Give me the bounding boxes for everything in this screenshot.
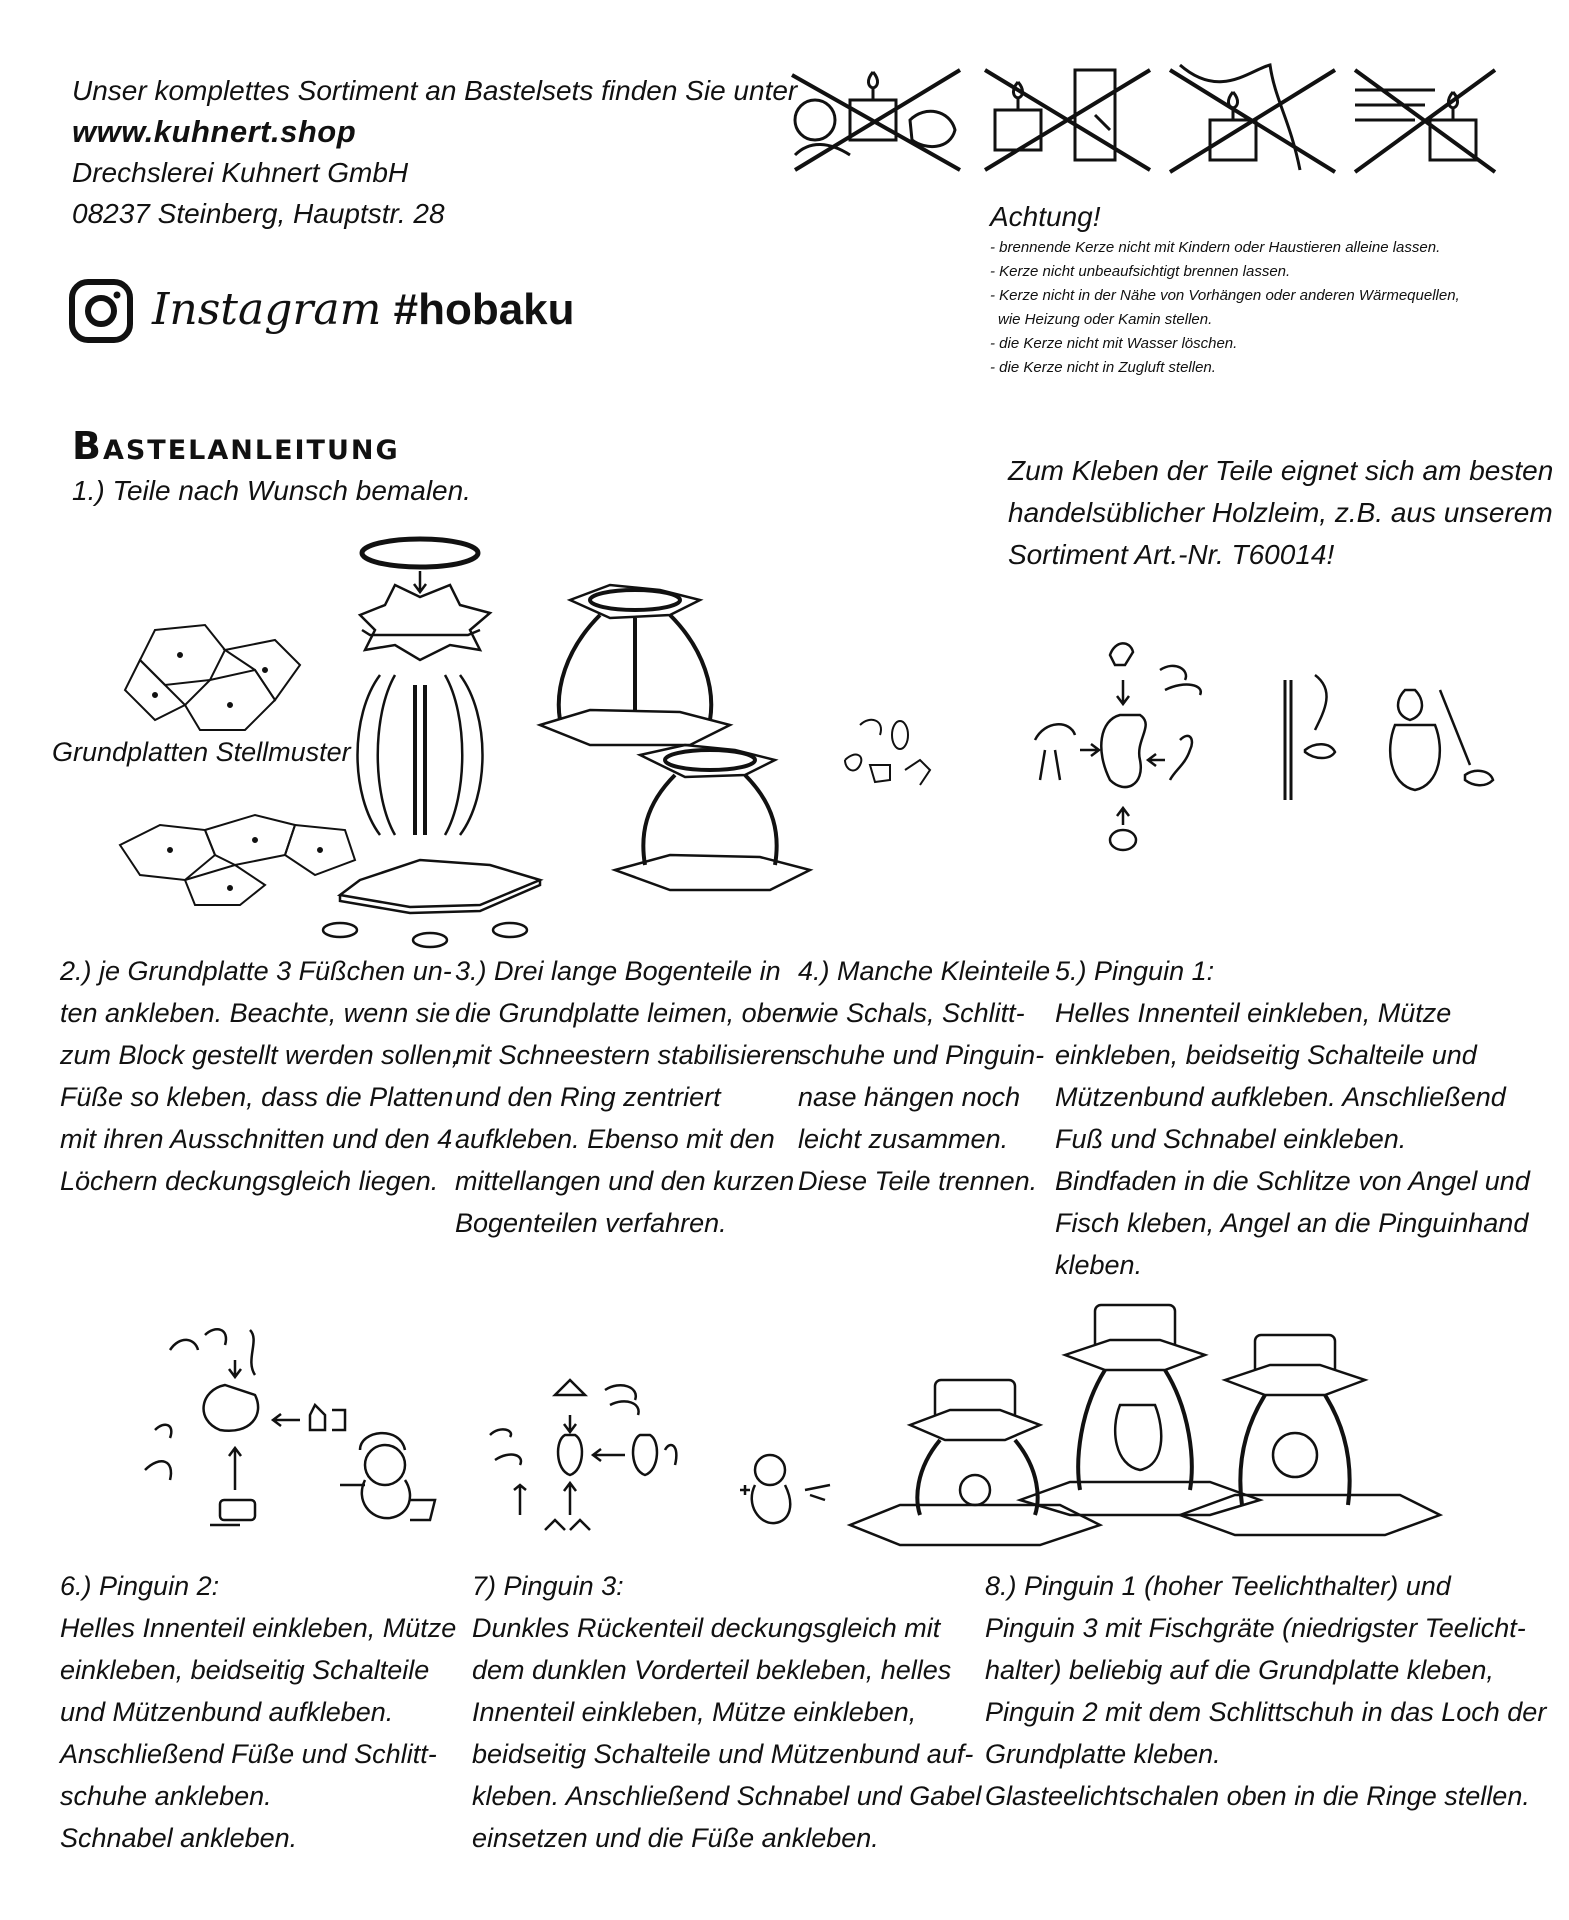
shop-link[interactable]: www.kuhnert.shop: [72, 114, 357, 149]
step-7-line: Dunkles Rückenteil deckungsgleich mit: [472, 1613, 941, 1643]
glue-note-line: handelsüblicher Holzleim, z.B. aus unserem: [1008, 497, 1553, 528]
company-address: 08237 Steinberg, Hauptstr. 28: [72, 198, 445, 229]
assembled-holders-illustration: [510, 580, 830, 910]
step-4-line: 4.) Manche Kleinteile: [798, 956, 1051, 986]
warning-item: - die Kerze nicht mit Wasser löschen.: [990, 335, 1238, 352]
penguin-1-exploded-illustration: [1015, 640, 1245, 870]
step-7-line: Innenteil einkleben, Mütze einkleben,: [472, 1697, 917, 1727]
glue-note: [1008, 450, 1553, 576]
step-3-line: mit Schneestern stabilisieren: [455, 1040, 801, 1070]
step-6-line: 6.) Pinguin 2:: [60, 1571, 220, 1601]
step-2-line: 2.) je Grundplatte 3 Füßchen un-: [60, 956, 452, 986]
warning-item: - brennende Kerze nicht mit Kindern oder Haustieren alleine lassen.: [990, 239, 1441, 256]
step-5-line: Mützenbund aufkleben. Anschließend: [1055, 1082, 1506, 1112]
step-6-line: einkleben, beidseitig Schalteile: [60, 1655, 430, 1685]
step-3-line: aufkleben. Ebenso mit den: [455, 1124, 775, 1154]
medium-holder-penguin-2: [1180, 1335, 1440, 1535]
step-4-line: nase hängen noch: [798, 1082, 1021, 1112]
step-7-line: kleben. Anschließend Schnabel und Gabel: [472, 1781, 982, 1811]
step-3-line: die Grundplatte leimen, oben: [455, 998, 802, 1028]
no-curtain-icon: [1170, 65, 1335, 172]
instagram-word: Instagram: [152, 284, 382, 335]
tall-holder-penguin-1: [1020, 1305, 1260, 1515]
warning-item: - die Kerze nicht in Zugluft stellen.: [990, 359, 1216, 376]
step-8-line: Pinguin 3 mit Fischgräte (niedrigster Teelicht-: [985, 1613, 1526, 1643]
penguin-2-finished-illustration: [335, 1420, 445, 1530]
step-6-text: [60, 1565, 456, 1859]
warning-item: wie Heizung oder Kamin stellen.: [998, 311, 1213, 328]
step-6-line: Anschließend Füße und Schlitt-: [60, 1739, 437, 1769]
instagram-icon: [68, 278, 134, 344]
header-contact: [72, 70, 797, 234]
step-8-line: 8.) Pinguin 1 (hoher Teelichthalter) und: [985, 1571, 1451, 1601]
warning-box: [990, 200, 1460, 380]
step-2-line: zum Block gestellt werden sollen,: [60, 1040, 460, 1070]
no-children-pets-icon: [792, 70, 960, 170]
fishing-penguin-illustration: [1265, 670, 1505, 810]
intro-text: Unser komplettes Sortiment an Bastelsets finden Sie unter: [72, 75, 798, 106]
step-4-line: Diese Teile trennen.: [798, 1166, 1038, 1196]
step-4-line: leicht zusammen.: [798, 1124, 1009, 1154]
step-5-line: Fisch kleben, Angel an die Pinguinhand: [1055, 1208, 1529, 1238]
step-8-line: halter) beliebig auf die Grundplatte kleben,: [985, 1655, 1494, 1685]
small-parts-illustration: [840, 710, 940, 800]
no-unattended-icon: [985, 70, 1150, 170]
step-5-line: kleben.: [1055, 1250, 1143, 1280]
warning-list: [990, 236, 1460, 380]
glue-note-line: Zum Kleben der Teile eignet sich am besten: [1008, 455, 1554, 486]
step-7-line: einsetzen und die Füße ankleben.: [472, 1823, 879, 1853]
step-5-line: einkleben, beidseitig Schalteile und: [1055, 1040, 1477, 1070]
step-8-line: Pinguin 2 mit dem Schlittschuh in das Loch der: [985, 1697, 1547, 1727]
medium-holder: [615, 745, 810, 890]
step-3-line: 3.) Drei lange Bogenteile in: [455, 956, 781, 986]
warning-item: - Kerze nicht in der Nähe von Vorhängen oder anderen Wärmequellen,: [990, 287, 1460, 304]
step-3-line: Bogenteilen verfahren.: [455, 1208, 727, 1238]
step-8-line: Glasteelichtschalen oben in die Ringe stellen.: [985, 1781, 1530, 1811]
step-4-line: schuhe und Pinguin-: [798, 1040, 1045, 1070]
instagram-label: [152, 284, 575, 335]
step-3-line: und den Ring zentriert: [455, 1082, 721, 1112]
step-5-text: [1055, 950, 1530, 1286]
step-6-line: Schnabel ankleben.: [60, 1823, 298, 1853]
instagram-hashtag: #hobaku: [393, 285, 575, 334]
step-8-text: [985, 1565, 1546, 1817]
step-5-line: Bindfaden in die Schlitze von Angel und: [1055, 1166, 1530, 1196]
step-3-line: mittellangen und den kurzen: [455, 1166, 795, 1196]
step-8-line: Grundplatte kleben.: [985, 1739, 1221, 1769]
step-2-line: ten ankleben. Beachte, wenn sie: [60, 998, 451, 1028]
penguin-3-finished-illustration: [735, 1445, 835, 1530]
step-7-text: [472, 1565, 981, 1859]
step-7-line: 7) Pinguin 3:: [472, 1571, 624, 1601]
warning-pictograms: [780, 60, 1500, 185]
warning-title: Achtung!: [990, 201, 1101, 232]
step-5-line: Fuß und Schnabel einkleben.: [1055, 1124, 1407, 1154]
no-draught-icon: [1355, 70, 1495, 172]
step-7-line: beidseitig Schalteile und Mützenbund auf-: [472, 1739, 974, 1769]
step-5-line: Helles Innenteil einkleben, Mütze: [1055, 998, 1452, 1028]
final-assembly-illustration: [840, 1300, 1480, 1545]
step-4-text: [798, 950, 1050, 1202]
step-5-line: 5.) Pinguin 1:: [1055, 956, 1215, 986]
glue-note-line: Sortiment Art.-Nr. T60014!: [1008, 539, 1335, 570]
step-2-line: Füße so kleben, dass die Platten: [60, 1082, 454, 1112]
step-2-line: mit ihren Ausschnitten und den 4: [60, 1124, 453, 1154]
step-7-line: dem dunklen Vorderteil bekleben, helles: [472, 1655, 952, 1685]
page-title: Bastelanleitung: [72, 424, 400, 468]
step-2-line: Löchern deckungsgleich liegen.: [60, 1166, 439, 1196]
base-pattern-label: Grundplatten Stellmuster: [52, 737, 351, 767]
step-6-line: Helles Innenteil einkleben, Mütze: [60, 1613, 457, 1643]
step-1-text: 1.) Teile nach Wunsch bemalen.: [72, 475, 471, 506]
step-6-line: und Mützenbund aufkleben.: [60, 1697, 394, 1727]
company-name: Drechslerei Kuhnert GmbH: [72, 157, 409, 188]
step-6-line: schuhe ankleben.: [60, 1781, 272, 1811]
step-4-line: wie Schals, Schlitt-: [798, 998, 1025, 1028]
penguin-3-exploded-illustration: [470, 1375, 710, 1545]
tall-holder: [540, 585, 730, 745]
step-3-text: [455, 950, 802, 1244]
low-holder-penguin-3: [850, 1380, 1100, 1545]
warning-item: - Kerze nicht unbeaufsichtigt brennen lassen.: [990, 263, 1291, 280]
step-2-text: [60, 950, 459, 1202]
